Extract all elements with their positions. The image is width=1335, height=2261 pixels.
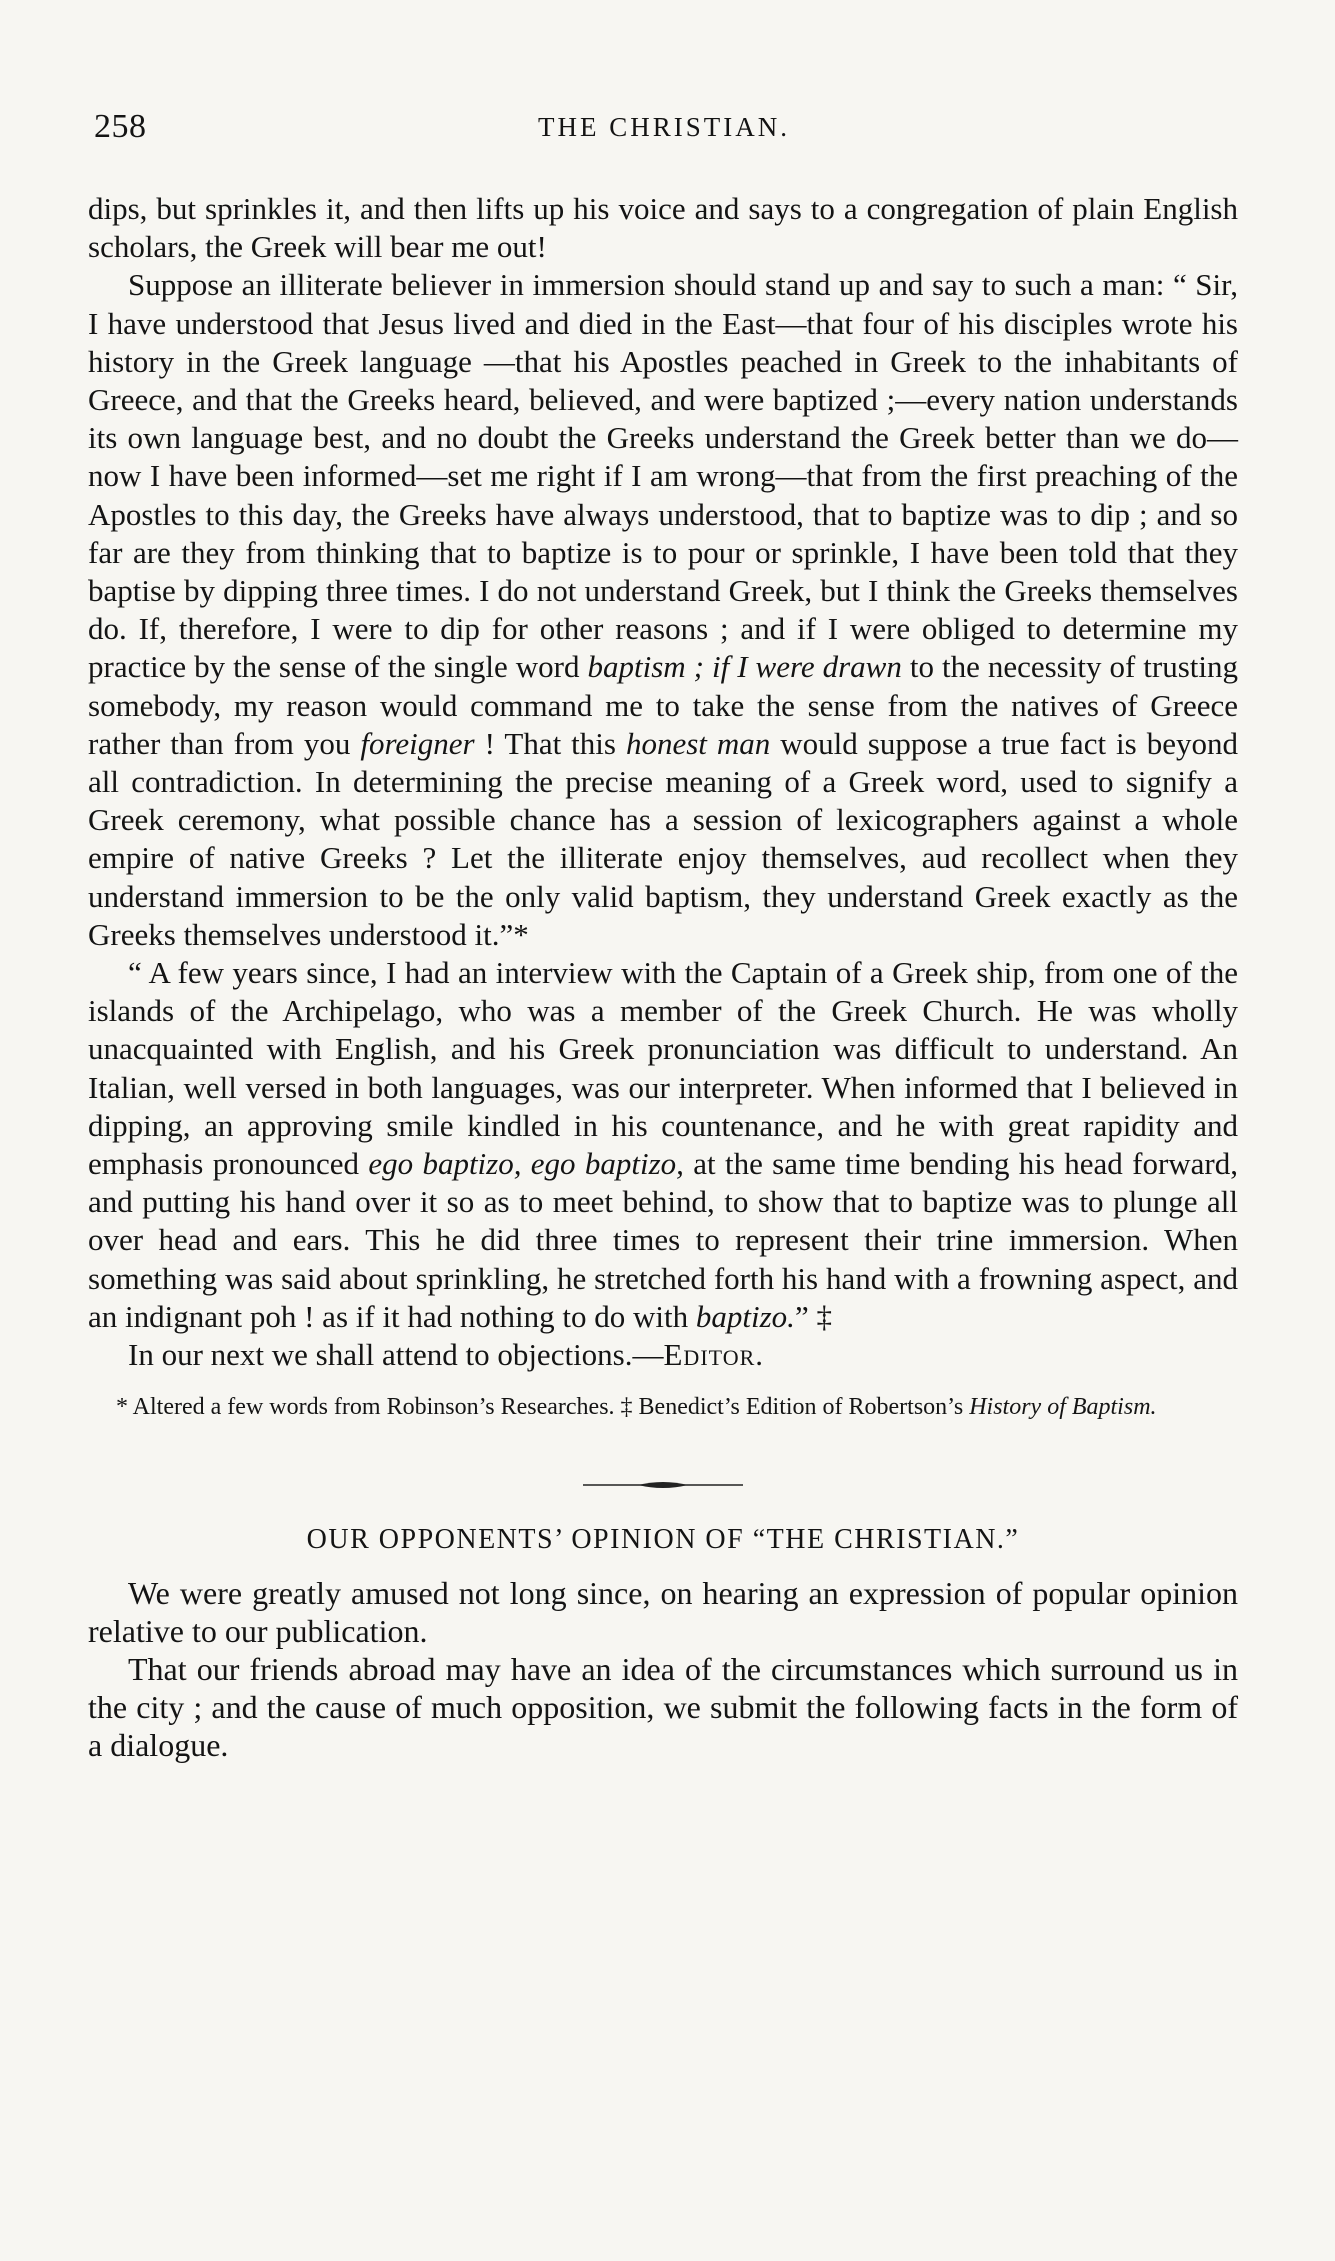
italic-run: baptizo. (695, 1298, 795, 1334)
italic-run: honest man (625, 725, 771, 761)
text-run: at the same time bending his head forward, and putting his hand over it so as to meet behind, to show that to baptize was to plunge all over head and ears. This he did three times to represent their trine immersion. When something was said about sprinkling, he stretched forth his hand with a frowning aspect, and an indignant poh ! as if it had nothing to do with (88, 1146, 1238, 1334)
italic-run: baptism ; if I were drawn (587, 649, 902, 685)
text-run: would suppose a true fact is beyond all contradiction. In determining the precise meaning of a Greek word, used to signify a Greek ceremony, what possible chance has a session of lexicographers against a whole empire of native Greeks ? Let the illiterate enjoy themselves, aud recollect when they understand immersion to be the only valid baptism, they understand Greek exactly as the Greeks themselves understood it.”* (88, 725, 1238, 952)
paragraph-signoff (88, 1336, 1238, 1374)
paragraph-illiterate-believer (88, 266, 1238, 954)
paragraph-amused: We were greatly amused not long since, on hearing an expression of popular opinion relative to our publication. (88, 1575, 1238, 1650)
text-run: ! That this (474, 725, 626, 761)
section-divider (583, 1478, 743, 1492)
footnote-text: * Altered a few words from Robinson’s Researches. ‡ Benedict’s Edition of Robertson’s (116, 1394, 970, 1421)
text-run: “ A few years since, I had an interview with the Captain of a Greek ship, from one of the islands of the Archipelago, who was a member of the Greek Church. He was wholly unacquainted with English, and his Greek pronunciation was difficult to understand. An Italian, well versed in both languages, was our interpreter. When informed that I believed in dipping, an approving smile kindled in his countenance, and he with great rapidity and emphasis pronounced (88, 955, 1238, 1182)
main-text (88, 190, 1238, 1764)
page-number: 258 (94, 108, 147, 145)
editor-signature: Editor. (663, 1337, 765, 1373)
section-heading: OUR OPPONENTS’ OPINION OF “THE CHRISTIAN.” (306, 1524, 1020, 1556)
page-header (94, 108, 1234, 154)
footnote-italic: History of Baptism. (969, 1394, 1157, 1421)
text-run: In our next we shall attend to objections.— (128, 1337, 664, 1373)
paragraph-friends-abroad: That our friends abroad may have an idea of the circumstances which surround us in the city ; and the cause of much opposition, we submit the following facts in the form of a dialogue. (88, 1651, 1238, 1764)
italic-run: ego baptizo, ego baptizo, (368, 1146, 684, 1182)
divider-ornament-icon (583, 1478, 743, 1492)
text-run: ” ‡ (794, 1298, 832, 1334)
paragraph-greek-captain (88, 954, 1238, 1336)
text-run: Suppose an illiterate believer in immersion should stand up and say to such a man: “ Sir, I have understood that Jesus lived and died in the East—that four of his disciples wrote his history in the Greek language —that his Apostles peached in Greek to the inhabitants of Greece, and that the Greeks heard, believed, and were baptized ;—every nation understands its own language best, and no doubt the Greeks understand the Greek better than we do—now I have been informed—set me right if I am wrong—that from the first preaching of the Apostles to this day, the Greeks have always understood, that to baptize was to dip ; and so far are they from thinking that to baptize is to pour or sprinkle, I have been told that they baptise by dipping three times. I do not understand Greek, but I think the Greeks themselves do. If, therefore, I were to dip for other reasons ; and if I were obliged to determine my practice by the sense of the single word (88, 267, 1238, 685)
footnotes (88, 1392, 1238, 1422)
italic-run: foreigner (360, 725, 475, 761)
text-run: to the necessity of trusting somebody, my reason would command me to take the sense from the natives of Greece rather than from you (88, 649, 1238, 761)
paragraph-continuation: dips, but sprinkles it, and then lifts up his voice and says to a congregation of plain English scholars, the Greek will bear me out! (88, 191, 1238, 265)
running-head: THE CHRISTIAN. (538, 112, 790, 142)
